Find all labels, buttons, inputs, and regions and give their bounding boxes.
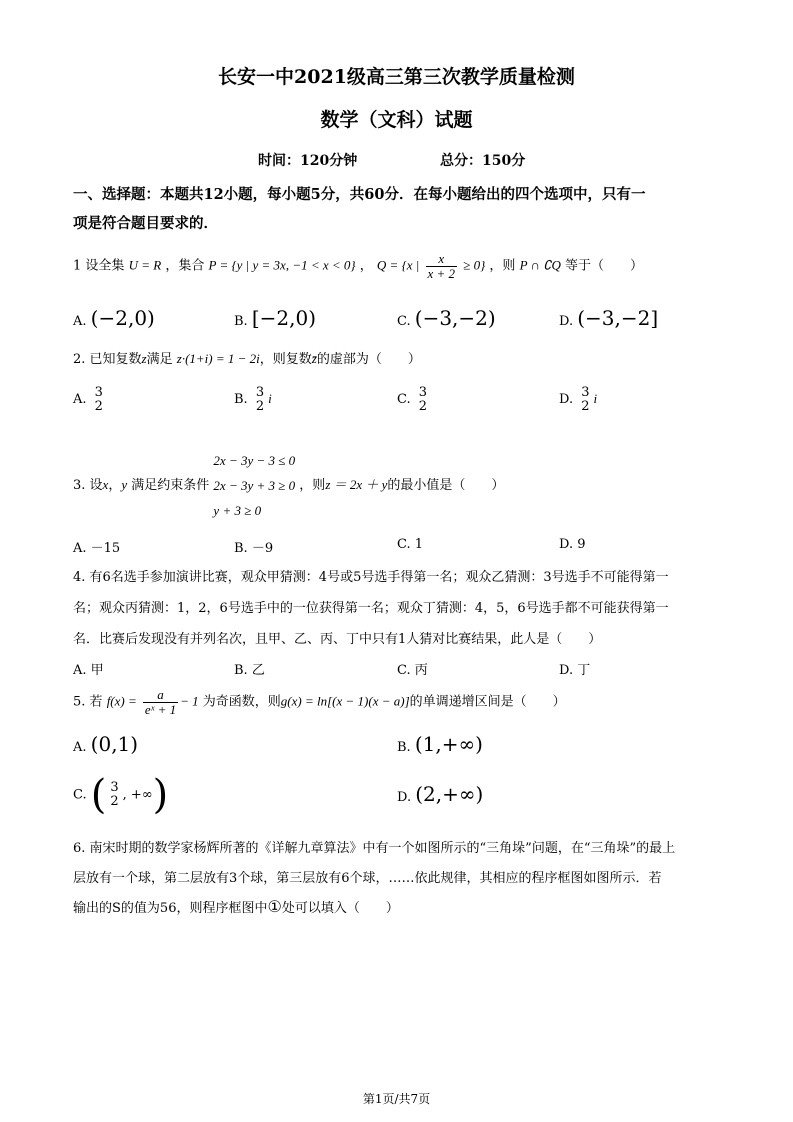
q4-option-c: C. 丙 (397, 663, 428, 678)
option-fraction: 3 2 (94, 385, 103, 414)
q3-var-y: y (121, 477, 128, 492)
question-5 (73, 688, 566, 716)
option-fraction: 3 2 (418, 385, 428, 414)
q2-text: 满足 (146, 352, 173, 367)
q1-number: 1 (73, 258, 82, 274)
option-fraction: 3 2 (581, 385, 590, 414)
q5-g: g(x) = ln[(x − 1)(x − a)] (280, 693, 410, 709)
q3-text: ，则 (299, 478, 326, 493)
q2-text: ，则复数 (259, 352, 312, 367)
question-1 (73, 252, 643, 280)
option-letter: D. (559, 392, 574, 408)
q1-set-p: P = {y | y = 3x, −1 < x < 0} (208, 257, 356, 273)
q1-set-q-fraction (426, 252, 458, 280)
q3-option-b: B. －9 (234, 541, 274, 556)
q5-option-b: B. (1,+∞) (397, 732, 483, 756)
q1-option-b (234, 306, 316, 330)
q3-objective: z ＝ 2x ＋ y (325, 477, 388, 492)
q1-text: ， (359, 258, 373, 274)
q3-text: 3. 设 (73, 478, 103, 493)
q3-option-d: D. 9 (559, 537, 586, 552)
question-2 (73, 348, 421, 367)
q2-z: z (141, 351, 147, 366)
exam-total: 总分：150分 (440, 153, 526, 169)
q2-option-b (234, 386, 272, 413)
q1-text: ，则 (489, 258, 516, 274)
q4-option-b: B. 乙 (234, 663, 265, 678)
q5-option-d: D. (2,+∞) (397, 782, 484, 806)
option-letter: C. (397, 314, 411, 329)
option-letter: B. (234, 314, 248, 329)
q5-text: 的单调递增区间是（ ） (409, 694, 566, 710)
option-fraction: 3 2 (110, 780, 119, 809)
q3-text: 的最小值是（ ） (387, 478, 505, 493)
section-heading-line2: 项是符合题目要求的． (73, 215, 218, 232)
exam-time: 时间：120分钟 (258, 153, 358, 169)
question-6-line1: 6. 南宋时期的数学家杨辉所著的《详解九章算法》中有一个如图所示的“三角垛”问题，在“三角垛”的最上 (73, 841, 676, 856)
option-value: (−3,−2) (414, 306, 496, 330)
q1-text: 等于（ ） (564, 258, 643, 274)
option-imag-unit: i (593, 391, 598, 407)
section-heading-line1: 一、选择题：本题共12小题，每小题5分，共60分．在每小题给出的四个选项中，只有一 (73, 186, 646, 203)
q2-text: 2. 已知复数 (73, 352, 142, 367)
q3-var-x: x (102, 477, 109, 492)
q1-option-a (73, 306, 155, 330)
option-value: [−2,0) (251, 306, 316, 330)
exam-subtitle: 数学（文科）试题 (320, 109, 473, 131)
option-letter: B. (234, 392, 248, 408)
q2-option-d (559, 386, 597, 413)
q1-option-c (397, 306, 496, 330)
question-3 (73, 448, 504, 523)
q1-frac-den: x + 2 (427, 265, 456, 281)
q1-universe: U = R (128, 257, 162, 273)
q5-option-c: C. ( 3 2 , +∞) (73, 772, 169, 818)
q3-constraint-2: 2x − 3y + 3 ≥ 0 (213, 478, 296, 493)
q1-frac-num: x (426, 252, 458, 267)
option-fraction: 3 2 (255, 385, 265, 414)
q3-text: 满足约束条件 (131, 478, 210, 493)
q2-option-c (397, 386, 431, 413)
q1-set-q-right: ≥ 0} (463, 257, 486, 273)
question-4-line3: 名．比赛后发现没有并列名次，且甲、乙、丙、丁中只有1人猜对比赛结果，此人是（ ） (73, 632, 602, 647)
q5-text: 5. 若 (73, 694, 103, 710)
q5-fraction: $\frac{a}{\text{eˣ + 1}}$ (144, 687, 177, 717)
q5-text: 为奇函数，则 (202, 694, 281, 710)
question-6-line2: 层放有一个球，第二层放有3个球，第三层放有6个球，……依此规律，其相应的程序框图如图所示．若 (73, 871, 662, 886)
q2-zbar: z̄ (311, 351, 317, 366)
option-value: (−3,−2] (577, 306, 659, 330)
q4-option-a: A. 甲 (73, 663, 104, 678)
q2-option-a (73, 386, 107, 413)
question-4-line1: 4. 有6名选手参加演讲比赛，观众甲猜测：4号或5号选手得第一名；观众乙猜测：3号选手不可能得第一 (73, 570, 669, 585)
q1-set-q-left: Q = {x | (376, 257, 420, 273)
option-letter: C. (397, 392, 411, 408)
q3-option-a: A. －15 (73, 541, 121, 556)
page-number: 第1页/共7页 (362, 1092, 431, 1106)
option-imag-unit: i (268, 391, 272, 407)
q3-option-c: C. 1 (397, 537, 424, 552)
exam-title: 长安一中2021级高三第三次教学质量检测 (218, 66, 575, 88)
q1-text: 设全集 (85, 258, 125, 274)
q1-expression: P ∩ ∁Q (519, 257, 561, 273)
option-letter: A. (73, 392, 87, 408)
q5-option-a: A. (0,1) (73, 732, 139, 756)
q5-f: f(x) = (106, 693, 137, 709)
question-4-line2: 名；观众丙猜测：1，2，6号选手中的一位获得第一名；观众丁猜测：4，5，6号选手都不可能获得第一 (73, 601, 669, 616)
q1-option-d (559, 306, 658, 330)
option-letter: A. (73, 314, 87, 329)
q3-constraint-system (213, 448, 295, 523)
q3-constraint-3: y + 3 ≥ 0 (213, 503, 262, 518)
q1-text: ，集合 (165, 258, 205, 274)
q2-equation: z·(1+i) = 1 − 2i (176, 351, 260, 366)
question-6-line3: 输出的S的值为56，则程序框图中①处可以填入（ ） (73, 897, 399, 916)
q5-tail: − 1 (180, 693, 199, 709)
q2-text: 的虚部为（ ） (316, 352, 421, 367)
q3-text: ， (108, 478, 122, 493)
option-value: (−2,0) (90, 306, 155, 330)
q3-constraint-1: 2x − 3y − 3 ≤ 0 (213, 453, 296, 468)
q4-option-d: D. 丁 (559, 663, 591, 678)
option-letter: D. (559, 314, 574, 329)
